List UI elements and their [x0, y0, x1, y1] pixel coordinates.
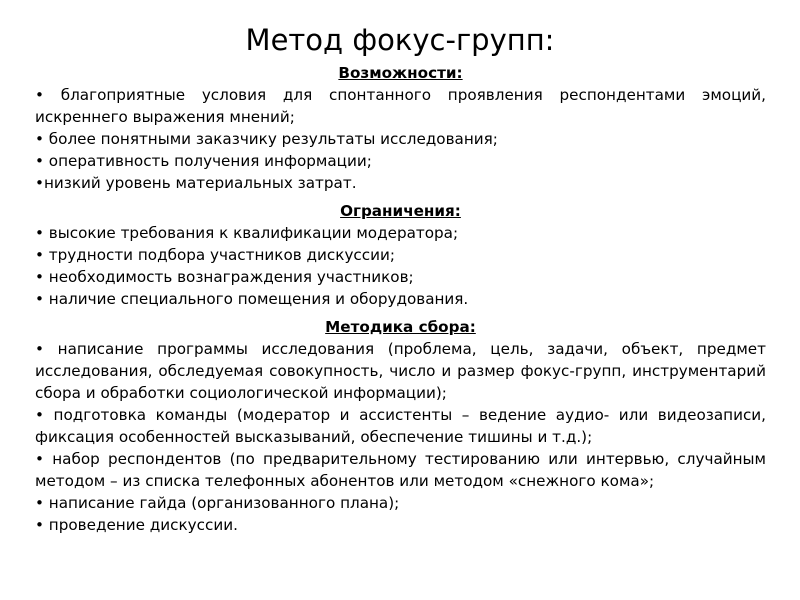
bullet-item: • благоприятные условия для спонтанного проявления респондентами эмоций, искреннего выражения мнений; — [35, 86, 766, 126]
bullet-item: • более понятными заказчику результаты исследования; — [35, 130, 498, 148]
bullet-item: • проведение дискуссии. — [35, 516, 238, 534]
section-methodology — [35, 316, 766, 536]
slide-content — [35, 62, 766, 542]
bullet-item: • наличие специального помещения и оборудования. — [35, 290, 469, 308]
section-heading: Методика сбора: — [325, 318, 476, 336]
bullet-item: • трудности подбора участников дискуссии; — [35, 246, 395, 264]
bullet-list — [35, 338, 766, 536]
bullet-item: • написание гайда (организованного плана); — [35, 494, 400, 512]
section-heading: Возможности: — [338, 64, 463, 82]
bullet-item: • написание программы исследования (проблема, цель, задачи, объект, предмет исследования, обследуемая совокупность, число и размер фокус-групп, инструментарий сбора и обработки социологической информации); — [35, 340, 766, 402]
bullet-item: • необходимость вознаграждения участников; — [35, 268, 414, 286]
bullet-list — [35, 84, 766, 194]
bullet-item: • высокие требования к квалификации модератора; — [35, 224, 459, 242]
slide-title: Метод фокус-групп: — [245, 23, 555, 57]
bullet-item: • оперативность получения информации; — [35, 152, 372, 170]
bullet-item: • подготовка команды (модератор и ассистенты – ведение аудио- или видеозаписи, фиксация особенностей высказываний, обеспечение тишины и т.д.); — [35, 406, 766, 446]
bullet-list — [35, 222, 766, 310]
section-opportunities — [35, 62, 766, 194]
bullet-item: • набор респондентов (по предварительному тестированию или интервью, случайным методом – из списка телефонных абонентов или методом «снежного кома»; — [35, 450, 766, 490]
section-limitations — [35, 200, 766, 310]
section-heading: Ограничения: — [340, 202, 461, 220]
bullet-item: •низкий уровень материальных затрат. — [35, 174, 357, 192]
